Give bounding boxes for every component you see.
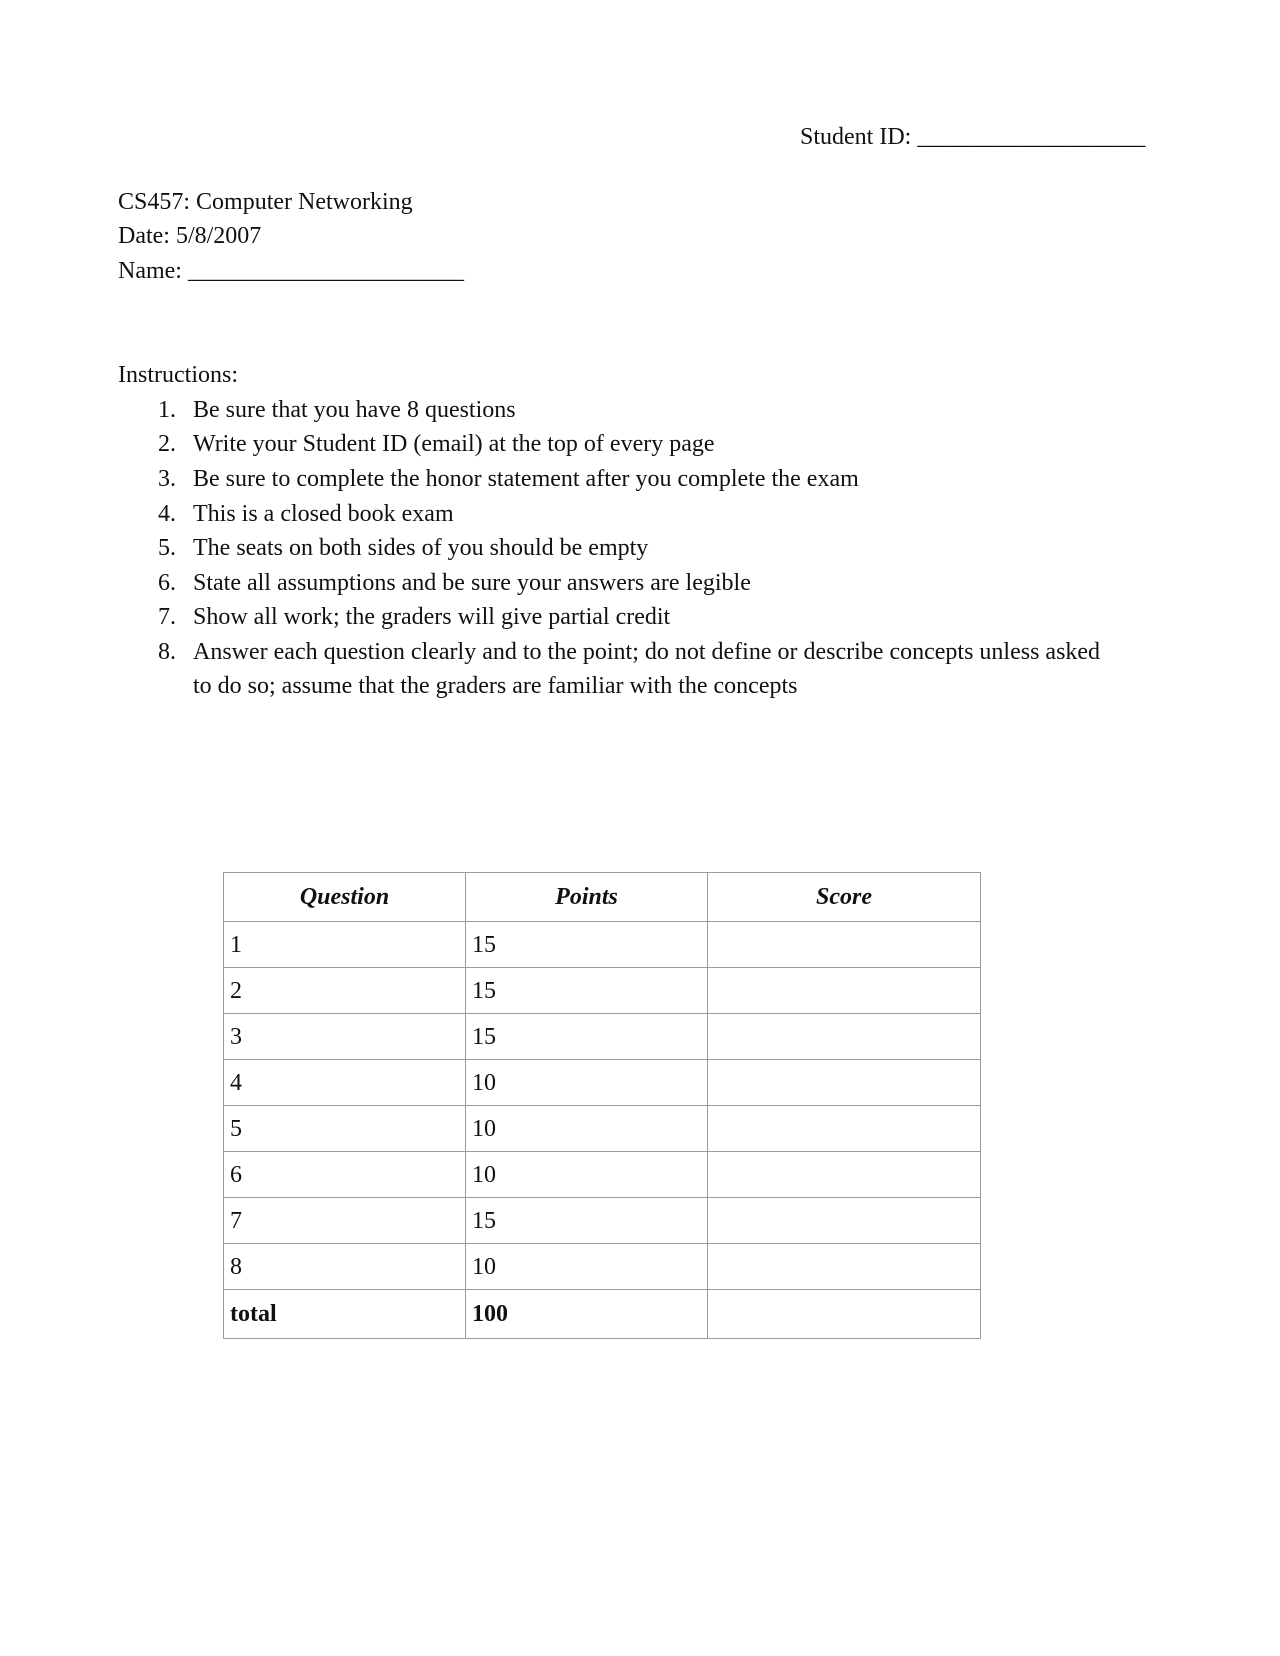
points-cell: 15: [466, 968, 708, 1014]
table-row: [224, 968, 981, 1014]
score-cell[interactable]: [708, 922, 981, 968]
instruction-text: to do so; assume that the graders are familiar with the concepts: [193, 673, 798, 699]
table-row: [224, 1152, 981, 1198]
instruction-text: Answer each question clearly and to the point; do not define or describe concepts unless asked: [193, 639, 1101, 665]
instruction-text: The seats on both sides of you should be empty: [193, 535, 649, 561]
table-header-row: [224, 873, 981, 922]
instruction-text: Be sure to complete the honor statement after you complete the exam: [193, 466, 859, 492]
question-cell: 2: [224, 968, 466, 1014]
points-cell: 10: [466, 1244, 708, 1290]
total-score-cell[interactable]: [708, 1290, 981, 1339]
instruction-text: This is a closed book exam: [193, 501, 454, 527]
question-cell: 4: [224, 1060, 466, 1106]
instruction-number: 2.: [158, 431, 176, 457]
points-cell: 15: [466, 1198, 708, 1244]
instruction-text: State all assumptions and be sure your answers are legible: [193, 570, 751, 596]
column-header-score: Score: [708, 873, 981, 922]
column-header-points: Points: [466, 873, 708, 922]
total-label-cell: total: [224, 1290, 466, 1339]
instruction-number: 1.: [158, 397, 176, 423]
instruction-number: 6.: [158, 570, 176, 596]
exam-date: Date: 5/8/2007: [118, 223, 262, 249]
course-title: CS457: Computer Networking: [118, 189, 413, 215]
score-cell[interactable]: [708, 1244, 981, 1290]
instructions-heading: Instructions:: [118, 362, 238, 388]
instruction-text: Write your Student ID (email) at the top of every page: [193, 431, 715, 457]
column-header-question: Question: [224, 873, 466, 922]
question-cell: 8: [224, 1244, 466, 1290]
table-row: [224, 1244, 981, 1290]
student-id-field[interactable]: Student ID: ___________________: [800, 124, 1146, 150]
points-cell: 10: [466, 1106, 708, 1152]
instruction-number: 5.: [158, 535, 176, 561]
instruction-number: 8.: [158, 639, 176, 665]
score-cell[interactable]: [708, 968, 981, 1014]
question-cell: 7: [224, 1198, 466, 1244]
question-cell: 6: [224, 1152, 466, 1198]
table-row: [224, 922, 981, 968]
score-table: [223, 872, 981, 1339]
table-total-row: [224, 1290, 981, 1339]
score-cell[interactable]: [708, 1014, 981, 1060]
points-cell: 15: [466, 922, 708, 968]
table-row: [224, 1014, 981, 1060]
question-cell: 3: [224, 1014, 466, 1060]
instruction-number: 3.: [158, 466, 176, 492]
instruction-text: Be sure that you have 8 questions: [193, 397, 516, 423]
table-row: [224, 1106, 981, 1152]
instruction-text: Show all work; the graders will give partial credit: [193, 604, 671, 630]
table-row: [224, 1198, 981, 1244]
table-row: [224, 1060, 981, 1106]
score-cell[interactable]: [708, 1106, 981, 1152]
points-cell: 10: [466, 1152, 708, 1198]
total-points-cell: 100: [466, 1290, 708, 1339]
score-cell[interactable]: [708, 1198, 981, 1244]
question-cell: 5: [224, 1106, 466, 1152]
instruction-number: 4.: [158, 501, 176, 527]
points-cell: 10: [466, 1060, 708, 1106]
score-cell[interactable]: [708, 1152, 981, 1198]
question-cell: 1: [224, 922, 466, 968]
instruction-number: 7.: [158, 604, 176, 630]
score-cell[interactable]: [708, 1060, 981, 1106]
points-cell: 15: [466, 1014, 708, 1060]
name-field[interactable]: Name: _______________________: [118, 258, 464, 284]
